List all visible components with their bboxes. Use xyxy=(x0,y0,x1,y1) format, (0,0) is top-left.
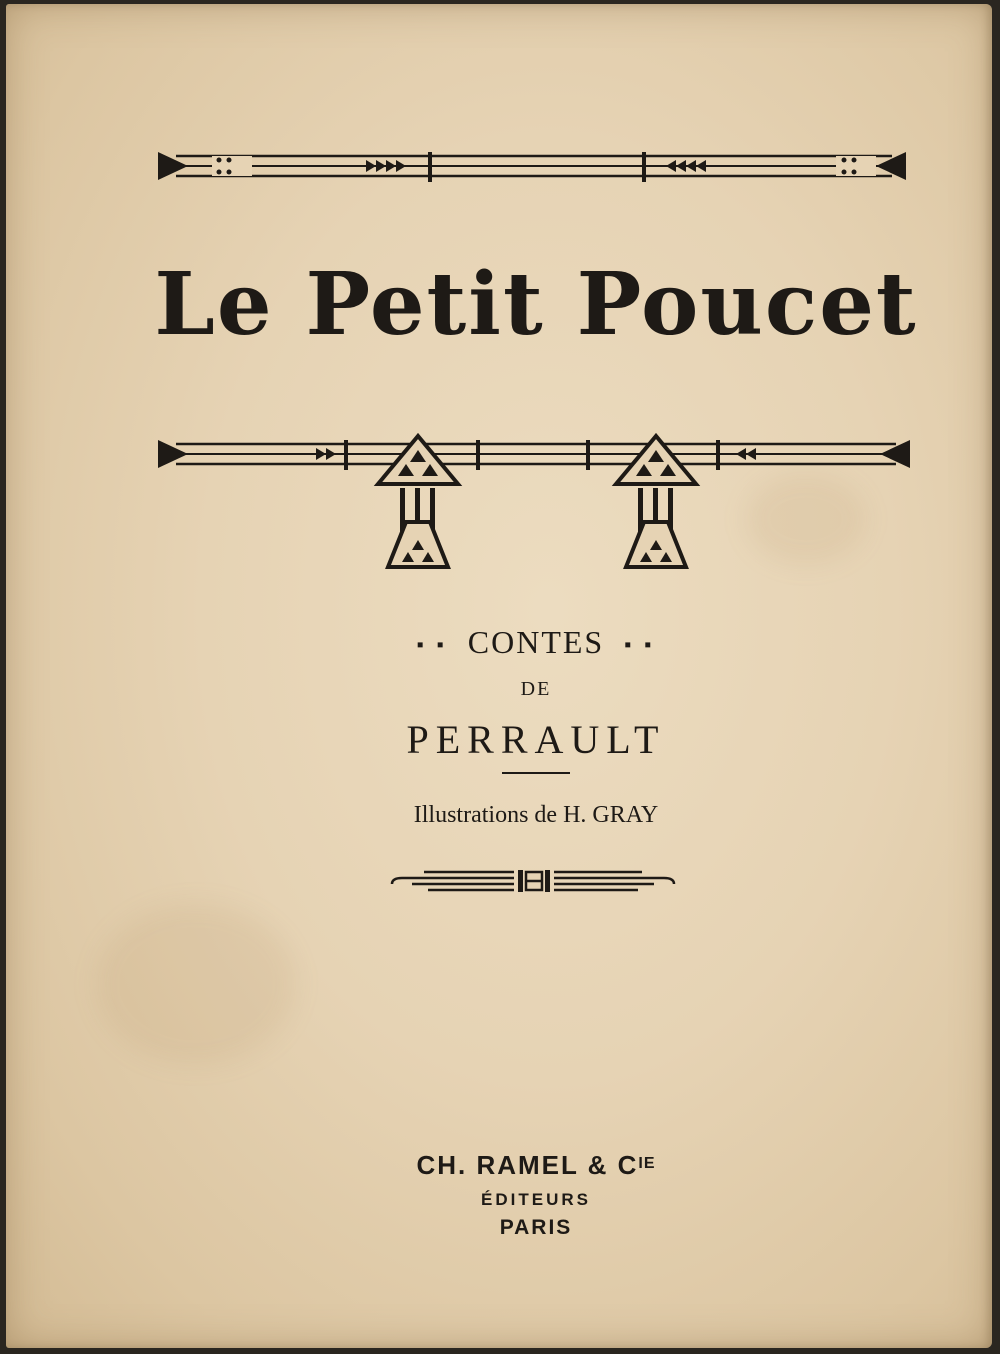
illustrator-credit: Illustrations de H. GRAY xyxy=(413,802,659,828)
pendant-right xyxy=(616,436,696,567)
publisher-main: CH. RAMEL & C xyxy=(416,1150,639,1180)
top-ornament-band xyxy=(156,144,916,194)
connector-word: DE xyxy=(520,678,552,700)
author-name: PERRAULT xyxy=(406,717,666,762)
series-label: CONTES xyxy=(467,624,605,660)
pendant-left xyxy=(378,436,458,567)
book-cover xyxy=(6,4,992,1348)
series-line xyxy=(6,624,992,661)
divider-rule xyxy=(502,772,570,774)
middle-ornament-band xyxy=(156,432,916,577)
book-title: Le Petit Poucet xyxy=(154,254,918,355)
series-ornament-right: ▪ ▪ xyxy=(624,634,656,657)
publication-city: PARIS xyxy=(499,1216,573,1239)
small-ornament xyxy=(388,862,678,896)
publisher-role: ÉDITEURS xyxy=(481,1190,591,1209)
publisher-superscript: IE xyxy=(638,1155,656,1172)
paper-stain xyxy=(96,904,296,1064)
series-ornament-left: ▪ ▪ xyxy=(416,634,448,657)
publisher-name xyxy=(6,1150,992,1181)
